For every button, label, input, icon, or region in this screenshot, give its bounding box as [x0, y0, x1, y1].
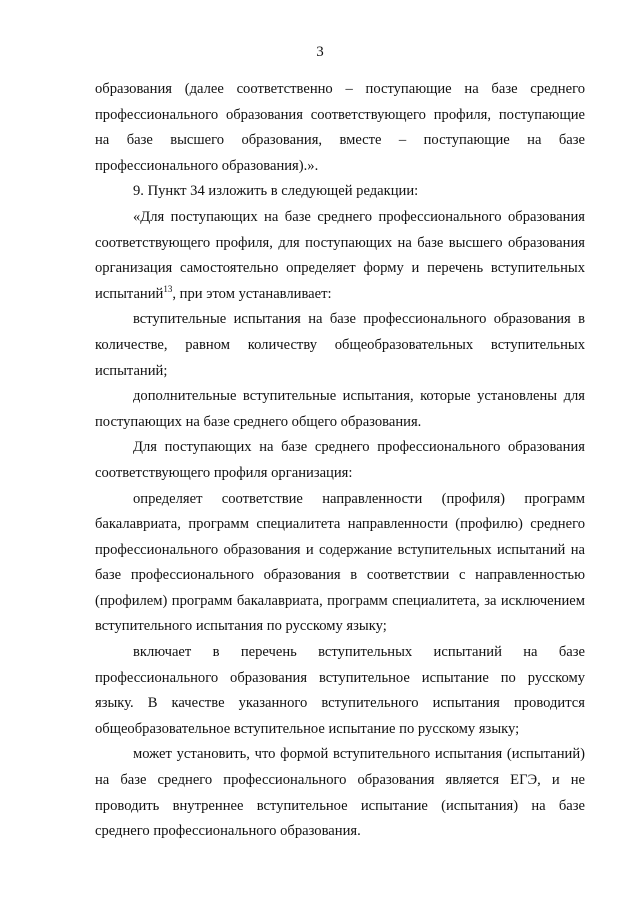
- paragraph-determines: [95, 487, 585, 641]
- paragraph-item-9: [95, 179, 585, 205]
- paragraph-additional-exams: [95, 384, 585, 435]
- paragraph-text: включает в перечень вступительных испытаний на базе профессионального образования вступительное испытание по русскому языку. В качестве указанного вступительного испытания проводится общеобразовательное вступительное испытание по русскому языку;: [95, 644, 585, 737]
- paragraph-organization: [95, 435, 585, 486]
- paragraph-text: дополнительные вступительные испытания, которые установлены для поступающих на базе среднего общего образования.: [95, 388, 585, 430]
- paragraph-includes: [95, 640, 585, 742]
- footnote-marker: 13: [163, 283, 173, 294]
- paragraph-text: может установить, что формой вступительного испытания (испытаний) на базе среднего профессионального образования является ЕГЭ, и не проводить внутреннее вступительное испытание (испытания) на базе среднего профессионального образования.: [95, 746, 585, 840]
- paragraph-text: определяет соответствие направленности (профиля) программ бакалавриата, программ специалитета направленности (профилю) среднего профессионального образования и содержание вступительных испытаний на базе профессионального образования в соответствии с направленностью (профилем) программ бакалавриата, программ специалитета, за исключением вступительного испытания по русскому языку;: [95, 490, 585, 635]
- paragraph-quoted-start: [95, 205, 585, 307]
- paragraph-text-tail: , при этом устанавливает:: [172, 285, 332, 302]
- paragraph-text: 9. Пункт 34 изложить в следующей редакции:: [133, 183, 419, 200]
- paragraph-text: «Для поступающих на базе среднего профессионального образования соответствующего профиля, для поступающих на базе высшего образования организация самостоятельно определяет форму и перечень вступительных испытаний: [95, 208, 585, 302]
- paragraph-may-establish: [95, 742, 585, 844]
- page-number: 3: [316, 44, 324, 60]
- paragraph-text: образования (далее соответственно – поступающие на базе среднего профессионального образования соответствующего профиля, поступающие на базе высшего образования, вместе – поступающие на базе профессионального образования).».: [95, 81, 585, 174]
- paragraph-exam-count: [95, 307, 585, 384]
- paragraph-continuation: [95, 77, 585, 179]
- paragraph-text: Для поступающих на базе среднего профессионального образования соответствующего профиля организация:: [95, 439, 585, 481]
- document-body: [95, 77, 585, 845]
- paragraph-text: вступительные испытания на базе профессионального образования в количестве, равном количеству общеобразовательных вступительных испытаний;: [95, 311, 585, 379]
